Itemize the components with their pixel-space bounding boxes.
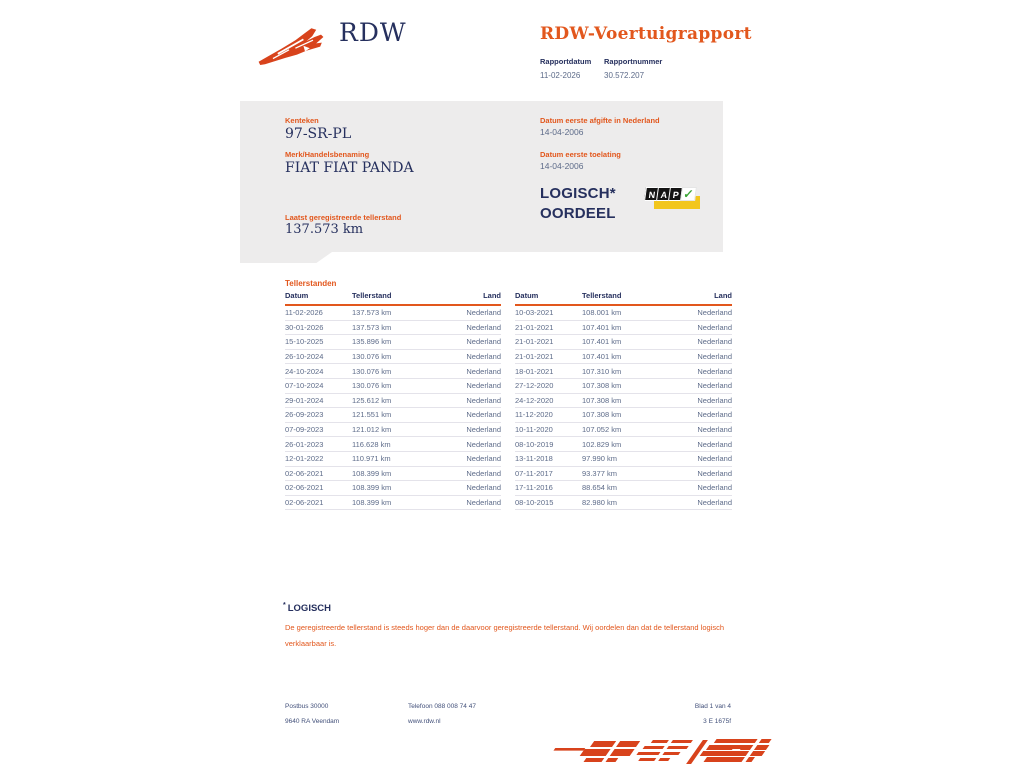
footer-contact [408,700,476,729]
table-row [515,481,732,496]
row-tellerstand: 93.377 km [582,468,618,478]
nap-letter-p: P [668,187,684,201]
row-land: Nederland [697,352,732,362]
rdw-stripe-pattern [543,737,787,768]
row-tellerstand: 110.971 km [352,454,391,464]
row-tellerstand: 121.012 km [352,425,392,435]
report-number-label: Rapportnummer [604,57,663,66]
row-tellerstand: 108.399 km [352,498,392,508]
table-row [285,364,501,379]
table-row [285,321,501,336]
table-row [285,394,501,409]
row-land: Nederland [697,308,732,318]
row-tellerstand: 107.308 km [582,410,622,420]
footnote-text: De geregistreerde tellerstand is steeds hoger dan de daarvoor geregistreerde tellerstand. Wij oordelen dan dat de tellerstand logisch verklaarbaar is. [285,623,725,648]
row-tellerstand: 135.896 km [352,337,392,347]
table-row [285,408,501,423]
row-datum: 24-10-2024 [285,366,324,376]
table-row [515,467,732,482]
table-row [285,437,501,452]
kenteken-value: 97-SR-PL [285,126,352,142]
row-land: Nederland [466,381,501,391]
table-row [515,496,732,511]
toelating-value: 14-04-2006 [540,161,584,171]
row-tellerstand: 97.990 km [582,454,618,464]
row-land: Nederland [466,425,501,435]
rdw-logo-text: RDW [339,18,407,47]
vehicle-summary-box [240,101,723,252]
row-datum: 18-01-2021 [515,366,554,376]
table-row [285,423,501,438]
report-number-value: 30.572.207 [604,71,645,80]
row-land: Nederland [697,395,732,405]
row-datum: 02-06-2021 [285,498,324,508]
footer-phone: Telefoon 088 008 74 47 [408,703,476,710]
afgifte-value: 14-04-2006 [540,127,584,137]
table-row [285,335,501,350]
row-datum: 02-06-2021 [285,483,324,493]
row-datum: 11-12-2020 [515,410,553,420]
merk-value: FIAT FIAT PANDA [285,160,414,176]
row-land: Nederland [466,352,501,362]
row-datum: 26-09-2023 [285,410,324,420]
tellerstanden-title: Tellerstanden [285,279,337,288]
row-land: Nederland [466,498,501,508]
row-datum: 10-03-2021 [515,308,554,318]
row-land: Nederland [466,454,501,464]
row-datum: 21-01-2021 [515,337,554,347]
row-datum: 26-01-2023 [285,439,324,449]
row-datum: 07-10-2024 [285,381,324,391]
row-datum: 10-11-2020 [515,425,553,435]
table-row [515,306,732,321]
table-row [515,394,732,409]
row-land: Nederland [697,322,732,332]
afgifte-label: Datum eerste afgifte in Nederland [540,116,660,125]
row-datum: 17-11-2016 [515,483,553,493]
row-land: Nederland [466,439,501,449]
row-land: Nederland [697,337,732,347]
table-row [515,379,732,394]
row-tellerstand: 130.076 km [352,352,392,362]
footer-form-code: 3 E 1675f [703,717,731,725]
table-row [515,423,732,438]
nap-logo [645,185,701,213]
header-land: Land [483,291,501,300]
row-tellerstand: 108.001 km [582,308,622,318]
row-tellerstand: 125.612 km [352,395,392,405]
page-title: RDW-Voertuigrapport [540,24,752,44]
rdw-wing-logo-icon [257,21,337,69]
row-tellerstand: 107.310 km [582,366,622,376]
table-row [285,452,501,467]
table-row [515,335,732,350]
row-land: Nederland [697,366,732,376]
row-tellerstand: 107.052 km [582,425,622,435]
table-row [515,437,732,452]
footer-website-link[interactable]: www.rdw.nl [408,717,441,725]
row-tellerstand: 116.628 km [352,439,391,449]
header-datum: Datum [285,291,309,300]
row-tellerstand: 107.401 km [582,352,622,362]
report-date-value: 11-02-2026 [540,71,581,80]
row-datum: 15-10-2025 [285,337,324,347]
row-datum: 24-12-2020 [515,395,554,405]
table-row [285,467,501,482]
footer-address-line1: Postbus 30000 [285,703,329,710]
row-tellerstand: 137.573 km [352,322,392,332]
row-land: Nederland [697,498,732,508]
oordeel-line1: LOGISCH* [540,185,616,202]
row-tellerstand: 107.401 km [582,322,622,332]
row-land: Nederland [697,410,732,420]
header-datum: Datum [515,291,539,300]
footer-page-number: Blad 1 van 4 [694,703,731,710]
nap-letter-n: N [644,187,660,201]
report-date-label: Rapportdatum [540,57,592,66]
header-tellerstand: Tellerstand [352,291,392,300]
row-datum: 21-01-2021 [515,322,554,332]
row-datum: 27-12-2020 [515,381,554,391]
row-tellerstand: 102.829 km [582,439,622,449]
footnote-asterisk: * [283,602,286,609]
report-meta [540,57,662,80]
footnote-title [283,602,331,614]
row-tellerstand: 82.980 km [582,498,618,508]
row-land: Nederland [466,395,501,405]
row-datum: 07-09-2023 [285,425,324,435]
row-land: Nederland [697,439,732,449]
row-land: Nederland [466,483,501,493]
merk-label: Merk/Handelsbenaming [285,150,370,159]
row-datum: 30-01-2026 [285,322,324,332]
footer-page-info [611,700,731,729]
toelating-label: Datum eerste toelating [540,150,621,159]
header-land: Land [714,291,732,300]
row-land: Nederland [697,483,732,493]
table-row [285,496,501,511]
table-row [515,452,732,467]
footer-address [285,700,339,729]
row-datum: 08-10-2019 [515,439,554,449]
footnote-title-text: LOGISCH [287,603,332,614]
row-datum: 12-01-2022 [285,454,324,464]
nap-checkmark-icon: ✓ [680,187,697,201]
row-land: Nederland [466,410,501,420]
row-land: Nederland [466,366,501,376]
table-row [515,364,732,379]
tellerstand-value: 137.573 km [285,222,364,237]
table-row [515,321,732,336]
kenteken-label: Kenteken [285,116,319,125]
row-datum: 02-06-2021 [285,468,324,478]
table-row [515,408,732,423]
row-tellerstand: 130.076 km [352,381,392,391]
row-land: Nederland [697,381,732,391]
odometer-table-right [515,291,732,510]
row-datum: 29-01-2024 [285,395,324,405]
table-body [515,306,732,510]
table-row [285,379,501,394]
row-datum: 21-01-2021 [515,352,554,362]
table-header [285,291,501,306]
odometer-table-left [285,291,501,510]
row-land: Nederland [466,337,501,347]
row-tellerstand: 137.573 km [352,308,392,318]
row-datum: 08-10-2015 [515,498,554,508]
row-land: Nederland [697,454,732,464]
oordeel-text [540,184,616,224]
row-datum: 07-11-2017 [515,468,553,478]
oordeel-line2: OORDEEL [540,205,616,222]
footer-address-line2: 9640 RA Veendam [285,717,340,725]
row-land: Nederland [697,468,732,478]
header-tellerstand: Tellerstand [582,291,622,300]
row-tellerstand: 107.401 km [582,337,622,347]
row-tellerstand: 107.308 km [582,381,622,391]
table-header [515,291,732,306]
row-datum: 26-10-2024 [285,352,324,362]
nap-letter-a: A [656,187,672,201]
row-tellerstand: 130.076 km [352,366,392,376]
tellerstand-label: Laatst geregistreerde tellerstand [285,213,402,222]
row-land: Nederland [466,322,501,332]
row-tellerstand: 108.399 km [352,483,392,493]
table-body [285,306,501,510]
row-land: Nederland [466,468,501,478]
table-row [285,481,501,496]
row-tellerstand: 88.654 km [582,483,618,493]
row-land: Nederland [697,425,732,435]
row-datum: 13-11-2018 [515,454,553,464]
row-land: Nederland [466,308,501,318]
table-row [285,350,501,365]
row-tellerstand: 121.551 km [352,410,392,420]
row-tellerstand: 108.399 km [352,468,392,478]
table-row [285,306,501,321]
table-row [515,350,732,365]
row-tellerstand: 107.308 km [582,395,622,405]
row-datum: 11-02-2026 [285,308,323,318]
